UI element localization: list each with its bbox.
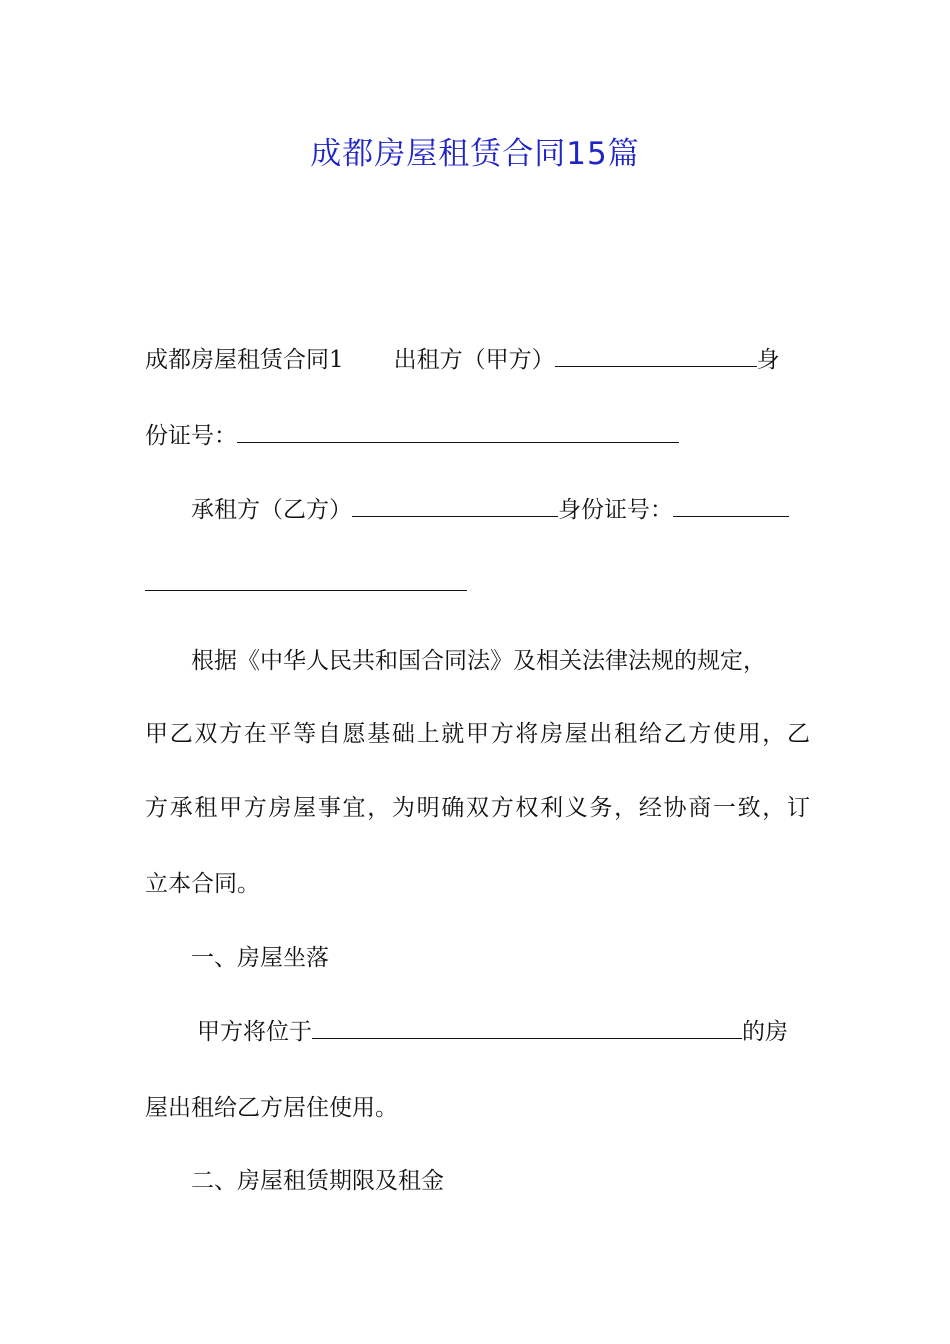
section-heading-location: 一、房屋坐落 [191,945,329,971]
lessor-line [145,344,810,375]
contract-heading: 成都房屋租赁合同1 [145,347,344,373]
lessee-id-blank [673,494,789,517]
location-label: 甲方将位于 [197,1019,312,1045]
paragraph-line: 根据《中华人民共和国合同法》及相关法律法规的规定， [191,648,766,674]
paragraph-line: 甲乙双方在平等自愿基础上就甲方将房屋出租给乙方使用，乙 [145,721,810,747]
lessor-id-blank [237,420,679,443]
section-heading-term-rent: 二、房屋租赁期限及租金 [191,1168,444,1194]
lessor-id-line [145,420,810,451]
lessee-name-blank [352,494,558,517]
location-suffix: 的房 [742,1019,788,1045]
paragraph-line: 立本合同。 [145,871,260,897]
id-label-part1: 身 [756,347,780,373]
lessee-line [145,494,810,525]
location-address-blank [312,1016,742,1039]
id-label-part2: 份证号： [145,423,237,449]
lessee-id-label: 身份证号： [558,497,673,523]
lessee-id-continuation [145,568,810,599]
paragraph-line: 方承租甲方房屋事宜，为明确双方权利义务，经协商一致，订 [145,795,810,821]
lessor-label: 出租方（甲方） [393,347,555,373]
lessee-label: 承租方（乙方） [191,497,352,523]
document-title: 成都房屋租赁合同15篇 [310,136,640,172]
lessee-id-blank-continued [145,568,467,591]
location-line [145,1016,810,1047]
lessor-name-blank [555,344,757,367]
paragraph-line: 屋出租给乙方居住使用。 [145,1095,398,1121]
